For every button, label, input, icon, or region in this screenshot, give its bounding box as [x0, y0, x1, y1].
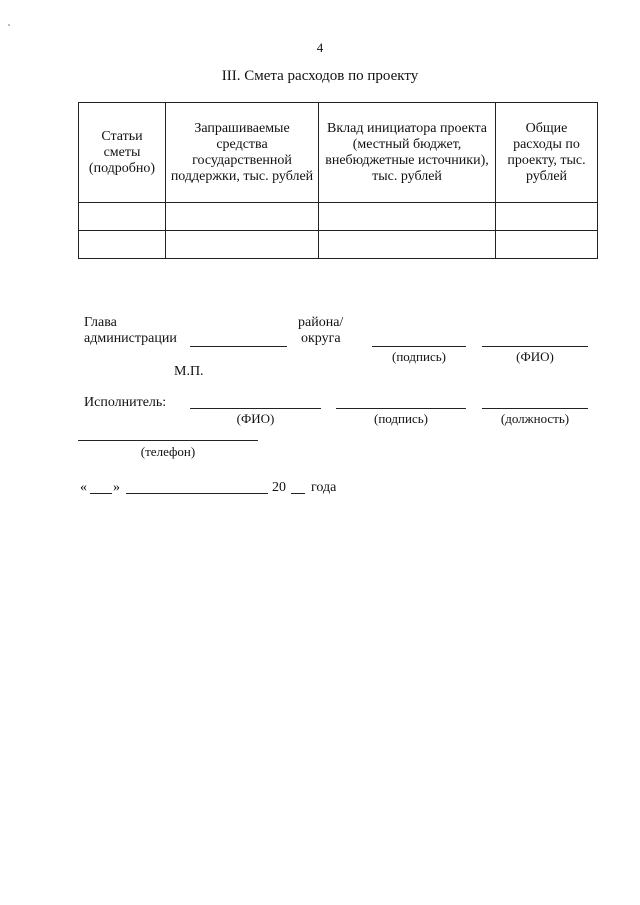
- executor-position-caption: (должность): [500, 411, 570, 426]
- date-day-line[interactable]: [90, 493, 112, 494]
- header-cell-items: Статьи сметы (подробно): [79, 103, 166, 203]
- table-cell[interactable]: [166, 231, 319, 259]
- table-cell[interactable]: [496, 231, 598, 259]
- head-signature-caption: (подпись): [392, 349, 446, 364]
- table-row: [79, 231, 598, 259]
- table-cell[interactable]: [319, 231, 496, 259]
- head-signature-line[interactable]: [372, 346, 466, 347]
- table-cell[interactable]: [79, 203, 166, 231]
- executor-position-line[interactable]: [482, 408, 588, 409]
- budget-table: [78, 102, 598, 259]
- seal-mark: М.П.: [174, 364, 204, 379]
- scan-speck: [8, 24, 10, 26]
- head-name-line[interactable]: [482, 346, 588, 347]
- page-number: 4: [316, 40, 324, 55]
- executor-name-line[interactable]: [190, 408, 321, 409]
- section-title: III. Смета расходов по проекту: [221, 68, 419, 84]
- header-cell-total-expenses: Общие расходы по проекту, тыс. рублей: [496, 103, 598, 203]
- phone-caption: (телефон): [140, 444, 196, 459]
- executor-label: Исполнитель:: [84, 395, 167, 410]
- district-label-line1: района/: [298, 315, 344, 330]
- header-cell-requested-support: Запрашиваемые средства государственной поддержки, тыс. рублей: [166, 103, 319, 203]
- date-suffix: года: [311, 480, 337, 495]
- head-blank-line[interactable]: [190, 346, 287, 347]
- head-name-caption: (ФИО): [516, 349, 554, 364]
- date-open-quote: «: [80, 480, 87, 495]
- header-cell-initiator-contribution: Вклад инициатора проекта (местный бюджет, внебюджетные источники), тыс. рублей: [319, 103, 496, 203]
- executor-signature-line[interactable]: [336, 408, 466, 409]
- table-cell[interactable]: [79, 231, 166, 259]
- date-year-prefix: 20: [272, 480, 286, 495]
- table-header-row: [79, 103, 598, 203]
- executor-name-caption: (ФИО): [236, 411, 275, 426]
- date-year-line[interactable]: [291, 493, 305, 494]
- district-label-line2: округа: [301, 331, 341, 346]
- table-cell[interactable]: [166, 203, 319, 231]
- phone-line[interactable]: [78, 440, 258, 441]
- head-label-line1: Глава: [84, 315, 117, 330]
- table-cell[interactable]: [319, 203, 496, 231]
- executor-signature-caption: (подпись): [374, 411, 428, 426]
- table-row: [79, 203, 598, 231]
- date-close-quote: »: [113, 480, 120, 495]
- date-month-line[interactable]: [126, 493, 268, 494]
- table-cell[interactable]: [496, 203, 598, 231]
- head-label-line2: администрации: [84, 331, 177, 346]
